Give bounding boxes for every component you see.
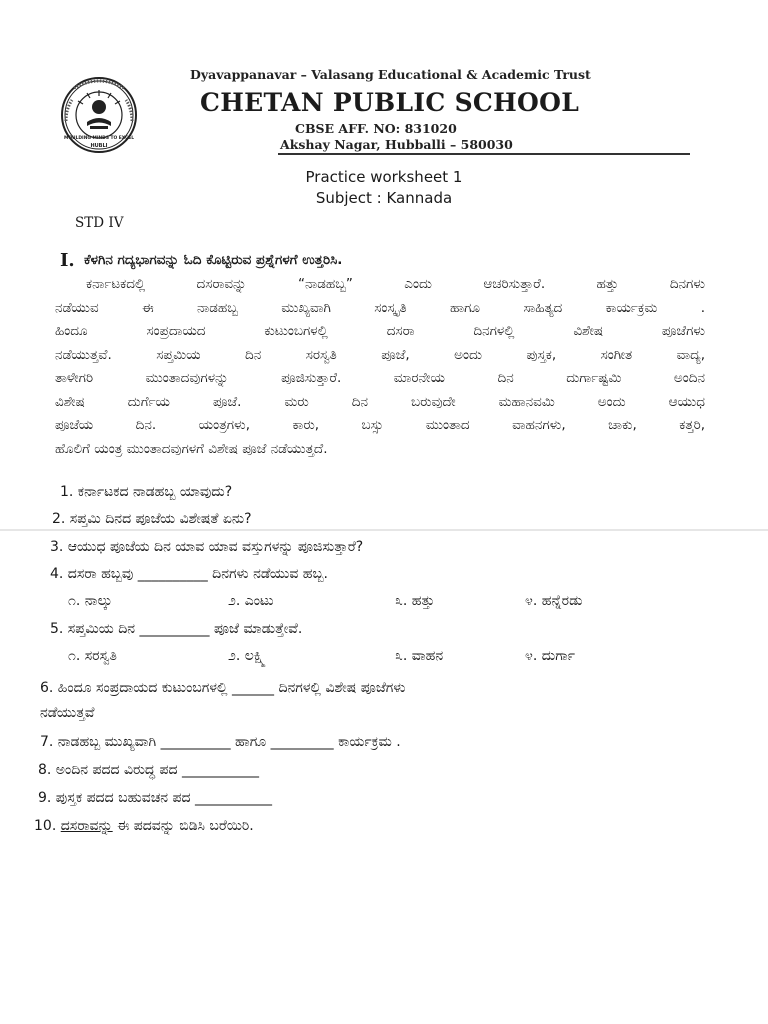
- q5-option-2: ೨. ಲಕ್ಷ್ಮಿ: [228, 648, 266, 664]
- question-8: 8. ಅಂದಿನ ಪದದ ವಿರುದ್ಧ ಪದ ___________: [38, 762, 260, 778]
- question-6: 6. ಹಿಂದೂ ಸಂಪ್ರದಾಯದ ಕುಟುಂಬಗಳಲ್ಲಿ ______ ದಿನಗಳಲ್ಲಿ ವಿಶೇಷ ಪೂಜೆಗಳು: [40, 680, 406, 696]
- q4-option-1: ೧. ನಾಲ್ಕು: [68, 593, 113, 609]
- header-rule: [278, 153, 690, 155]
- question-10-text: ಈ ಪದವನ್ನು ಬಿಡಿಸಿ ಬರೆಯಿರಿ.: [112, 818, 254, 834]
- q5-option-4: ೪. ದುರ್ಗಾ: [525, 648, 576, 664]
- passage-line: ನಡೆಯುತ್ತವೆ. ಸಪ್ತಮಿಯ ದಿನ ಸರಸ್ವತಿ ಪೂಜೆ, ಅಂದು ಪುಸ್ತಕ, ಸಂಗೀತ ವಾದ್ಯ,: [55, 346, 705, 363]
- trust-name: Dyavappanavar – Valasang Educational & Academic Trust: [190, 67, 591, 82]
- passage-line: ನಡೆಯುವ ಈ ನಾಡಹಬ್ಬ ಮುಖ್ಯವಾಗಿ ಸಂಸ್ಕೃತಿ ಹಾಗೂ ಸಾಹಿತ್ಯದ ಕಾರ್ಯಕ್ರಮ .: [55, 299, 705, 316]
- question-2: 2. ಸಪ್ತಮಿ ದಿನದ ಪೂಜೆಯ ವಿಶೇಷತೆ ಏನು?: [52, 511, 252, 527]
- worksheet-subject: Subject : Kannada: [315, 189, 453, 207]
- question-10-keyword: ದಸರಾವನ್ನು: [60, 818, 113, 834]
- question-9: 9. ಪುಸ್ತಕ ಪದದ ಬಹುವಚನ ಪದ ___________: [38, 790, 272, 806]
- standard-label: STD IV: [75, 215, 124, 231]
- passage-line: ಹೊಲಿಗೆ ಯಂತ್ರ ಮುಂತಾದವುಗಳಗೆ ವಿಶೇಷ ಪೂಜೆ ನಡೆಯುತ್ತದೆ.: [55, 440, 328, 457]
- question-7: 7. ನಾಡಹಬ್ಬ ಮುಖ್ಯವಾಗಿ __________ ಹಾಗೂ _________ ಕಾರ್ಯಕ್ರಮ .: [40, 734, 401, 750]
- school-name: CHETAN PUBLIC SCHOOL: [200, 88, 580, 117]
- school-seal-icon: [60, 76, 138, 154]
- passage-line: ಕರ್ನಾಟಕದಲ್ಲಿ ದಸರಾವನ್ನು “ನಾಡಹಬ್ಬ” ಎಂದು ಆಚರಿಸುತ್ತಾರೆ. ಹತ್ತು ದಿನಗಳು: [86, 276, 705, 292]
- question-5: 5. ಸಪ್ತಮಿಯ ದಿನ __________ ಪೂಜೆ ಮಾಡುತ್ತೇವೆ.: [50, 621, 303, 637]
- school-address: Akshay Nagar, Hubballi – 580030: [280, 137, 513, 152]
- school-logo: [60, 76, 138, 154]
- cbse-affiliation: CBSE AFF. NO: 831020: [295, 121, 457, 136]
- question-6-continued: ನಡೆಯುತ್ತವೆ: [40, 705, 95, 721]
- q4-option-3: ೩. ಹತ್ತು: [395, 593, 435, 609]
- section-instruction: ಕೆಳಗಿನ ಗದ್ಯಭಾಗವನ್ನು ಓದಿ ಕೊಟ್ಟಿರುವ ಪ್ರಶ್ನೆಗಳಗೆ ಉತ್ತರಿಸಿ.: [84, 252, 343, 268]
- passage-line: ಪೂಜೆಯ ದಿನ. ಯಂತ್ರಗಳು, ಕಾರು, ಬಸ್ಸು ಮುಂತಾದ ವಾಹನಗಳು, ಚಾಕು, ಕತ್ತರಿ,: [55, 417, 705, 433]
- q5-option-3: ೩. ವಾಹನ: [395, 648, 444, 664]
- logo-motto: MOULDING MINDS TO EXCEL: [63, 136, 135, 141]
- question-1: 1. ಕರ್ನಾಟಕದ ನಾಡಹಬ್ಬ ಯಾವುದು?: [60, 484, 233, 500]
- passage: [55, 273, 705, 461]
- passage-line: ಹಿಂದೂ ಸಂಪ್ರದಾಯದ ಕುಟುಂಬಗಳಲ್ಲಿ ದಸರಾ ದಿನಗಳಲ್ಲಿ ವಿಶೇಷ ಪೂಜೆಗಳು: [55, 323, 705, 339]
- passage-line: ತಾಳೇಗರಿ ಮುಂತಾದವುಗಳನ್ನು ಪೂಜಿಸುತ್ತಾರೆ. ಮಾರನೇಯ ದಿನ ದುರ್ಗಾಷ್ಟಮಿ ಅಂದಿನ: [55, 370, 705, 386]
- logo-place: HUBLI: [90, 143, 108, 149]
- scan-crease: [0, 529, 768, 531]
- question-4: 4. ದಸರಾ ಹಬ್ಬವು __________ ದಿನಗಳು ನಡೆಯುವ ಹಬ್ಬ.: [50, 566, 329, 582]
- question-3: 3. ಆಯುಧ ಪೂಜೆಯ ದಿನ ಯಾವ ಯಾವ ವಸ್ತುಗಳನ್ನು ಪೂಜಿಸುತ್ತಾರೆ?: [50, 539, 364, 555]
- question-10: [34, 818, 254, 834]
- section-number: I.: [60, 250, 75, 271]
- q5-option-1: ೧. ಸರಸ್ವತಿ: [68, 648, 117, 664]
- q4-option-2: ೨. ಎಂಟು: [228, 593, 274, 609]
- passage-line: ವಿಶೇಷ ದುರ್ಗೆಯ ಪೂಜೆ. ಮರು ದಿನ ಬರುವುದೇ ಮಹಾನವಮಿ ಅಂದು ಆಯುಧ: [55, 393, 705, 410]
- worksheet-title: Practice worksheet 1: [305, 168, 463, 186]
- question-10-number: 10.: [34, 818, 57, 834]
- q4-option-4: ೪. ಹನ್ನೆರಡು: [525, 593, 583, 609]
